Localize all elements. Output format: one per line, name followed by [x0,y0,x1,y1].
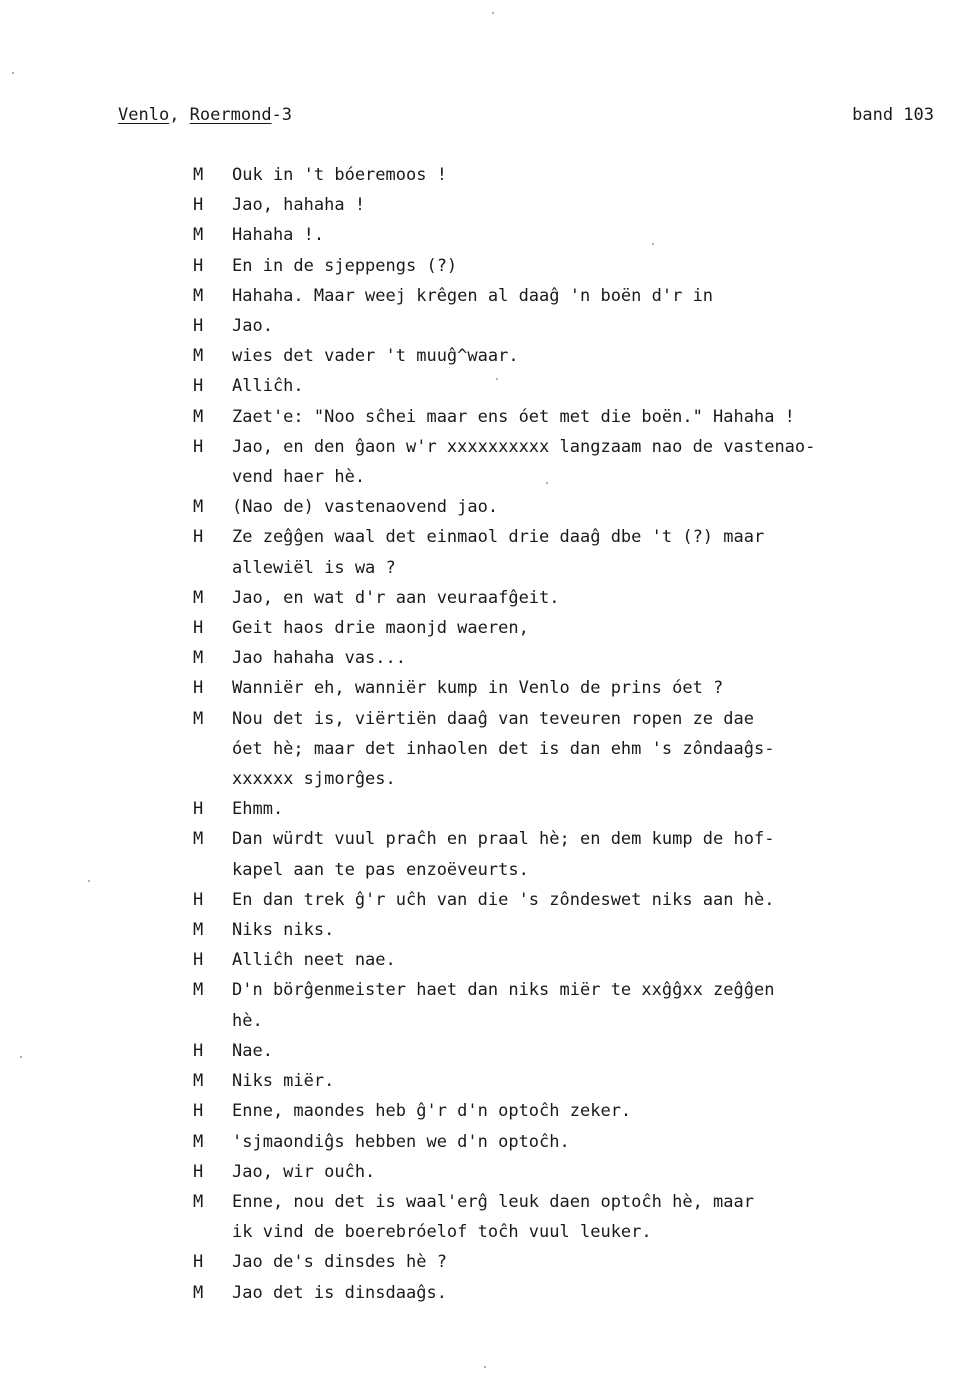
utterance [232,1187,933,1247]
speaker-label: H [193,436,204,457]
utterance [232,220,933,250]
speaker-label: H [193,376,204,397]
utterance-line: ik vind de boerebróelof toĉh vuul leuker. [232,1222,652,1243]
utterance-line: Alliĉh. [232,376,304,397]
utterance-line: óet hè; maar det inhaolen det is dan ehm 's zôndaaĝs- [232,738,775,759]
utterance [232,1157,933,1187]
location-venlo: Venlo [118,105,170,125]
utterance-line: Wanniër eh, wanniër kump in Venlo de prins óet ? [232,678,724,699]
dialogue-turn [193,311,933,341]
page-header [118,100,934,130]
dialogue-turn [193,1127,933,1157]
dialogue-turn [193,432,933,492]
utterance [232,432,933,492]
speaker-label: M [193,1282,204,1303]
utterance-line: Jao, en den ĝaon w'r xxxxxxxxxx langzaam nao de vastenao- [232,436,816,457]
speaker-label: H [193,1101,204,1122]
speaker-label: M [193,587,204,608]
speaker-label: H [193,1040,204,1061]
utterance [232,583,933,613]
utterance [232,824,933,884]
speaker-label: H [193,527,204,548]
utterance-line: Zaet'e: "Noo sĉhei maar ens óet met die boën." Hahaha ! [232,406,795,427]
dialogue-turn [193,1278,933,1308]
utterance-line: Niks niks. [232,920,335,941]
utterance-line: Jao, wir ouĉh. [232,1161,376,1182]
utterance-line: Jao, hahaha ! [232,195,366,216]
utterance [232,341,933,371]
utterance [232,402,933,432]
utterance [232,975,933,1035]
tape-number: band 103 [852,105,934,125]
utterance-line: Jao. [232,316,273,337]
utterance [232,643,933,673]
utterance [232,1278,933,1308]
dialogue-turn [193,220,933,250]
speaker-label: H [193,799,204,820]
utterance [232,613,933,643]
speaker-label: M [193,225,204,246]
dialogue-turn [193,613,933,643]
utterance-line: (Nao de) vastenaovend jao. [232,497,499,518]
dialogue-turn [193,915,933,945]
dialogue-turn [193,824,933,884]
speaker-label: H [193,889,204,910]
dialogue-turn [193,975,933,1035]
speaker-label: H [193,618,204,639]
speaker-label: M [193,1071,204,1092]
speaker-label: M [193,1131,204,1152]
scan-speck [492,12,494,14]
utterance-line: kapel aan te pas enzoëveurts. [232,859,529,880]
utterance [232,311,933,341]
dialogue-turn [193,1096,933,1126]
utterance-line: Nou det is, viërtiën daaĝ van teveuren ropen ze dae [232,708,754,729]
utterance [232,673,933,703]
utterance [232,945,933,975]
location-separator: , [169,105,190,125]
utterance-line: D'n börĝenmeister haet dan niks miër te xxĝĝxx zeĝĝen [232,980,775,1001]
dialogue-turn [193,281,933,311]
speaker-label: M [193,406,204,427]
speaker-label: H [193,316,204,337]
utterance-line: Hahaha. Maar weej krêgen al daaĝ 'n boën d'r in [232,285,714,306]
location-roermond: Roermond [189,105,272,125]
utterance [232,1127,933,1157]
speaker-label: M [193,648,204,669]
dialogue-turn [193,1036,933,1066]
dialogue-turn [193,643,933,673]
utterance-line: Geit haos drie maonjd waeren, [232,618,529,639]
utterance-line: Jao, en wat d'r aan veuraafĝeit. [232,587,560,608]
dialogue-turn [193,945,933,975]
utterance [232,251,933,281]
scan-speck [12,72,14,74]
utterance-line: Ze zeĝĝen waal det einmaol drie daaĝ dbe 't (?) maar [232,527,765,548]
utterance-line: wies det vader 't muuĝ^waar. [232,346,519,367]
dialogue-turn [193,522,933,582]
scan-speck [20,1056,22,1058]
recording-location [118,100,292,130]
utterance [232,522,933,582]
speaker-label: M [193,285,204,306]
utterance-line: Hahaha !. [232,225,325,246]
dialogue-turn [193,492,933,522]
utterance [232,1066,933,1096]
utterance-line: Ouk in 't bóeremoos ! [232,165,447,185]
dialogue-turn [193,1247,933,1277]
scan-speck [484,1366,486,1368]
speaker-label: M [193,708,204,729]
utterance-line: En dan trek ĝ'r uĉh van die 's zôndeswet niks aan hè. [232,889,775,910]
speaker-label: M [193,920,204,941]
utterance-line: Alliĉh neet nae. [232,950,396,971]
utterance [232,371,933,401]
utterance [232,160,933,190]
speaker-label: H [193,678,204,699]
dialogue-turn [193,885,933,915]
dialogue-turn [193,341,933,371]
dialogue-turn [193,190,933,220]
utterance [232,794,933,824]
speaker-label: H [193,255,204,276]
dialogue-turn [193,704,933,795]
utterance-line: Jao det is dinsdaaĝs. [232,1282,447,1303]
speaker-label: M [193,829,204,850]
speaker-label: M [193,980,204,1001]
speaker-label: H [193,1161,204,1182]
dialogue-turn [193,1187,933,1247]
utterance-line: allewiël is wa ? [232,557,396,578]
speaker-label: M [193,346,204,367]
utterance-line: Jao hahaha vas... [232,648,406,669]
dialogue-turn [193,1066,933,1096]
utterance-line: Niks miër. [232,1071,335,1092]
utterance [232,915,933,945]
utterance-line: Ehmm. [232,799,284,820]
speaker-label: H [193,1252,204,1273]
speaker-label: M [193,1191,204,1212]
utterance [232,492,933,522]
speaker-label: M [193,165,204,185]
utterance [232,190,933,220]
location-number: -3 [271,105,293,125]
speaker-label: M [193,497,204,518]
utterance-line: vend haer hè. [232,467,366,488]
utterance-line: Jao de's dinsdes hè ? [232,1252,447,1273]
utterance [232,885,933,915]
utterance [232,1036,933,1066]
utterance-line: Dan würdt vuul praĉh en praal hè; en dem kump de hof- [232,829,775,850]
dialogue-turn [193,794,933,824]
utterance-line: xxxxxx sjmorĝes. [232,769,396,790]
dialogue-turn [193,402,933,432]
dialogue-turn [193,371,933,401]
utterance-line: En in de sjeppengs (?) [232,255,458,276]
speaker-label: H [193,950,204,971]
utterance-line: Nae. [232,1040,273,1061]
utterance [232,704,933,795]
dialogue-turn [193,251,933,281]
utterance-line: hè. [232,1010,263,1031]
dialogue-turn [193,1157,933,1187]
utterance-line: 'sjmaondiĝs hebben we d'n optoĉh. [232,1131,570,1152]
dialogue-turn [193,583,933,613]
dialogue-transcript [193,160,933,1308]
scan-speck [88,880,90,882]
dialogue-turn [193,160,933,190]
speaker-label: H [193,195,204,216]
utterance [232,1096,933,1126]
dialogue-turn [193,673,933,703]
utterance-line: Enne, maondes heb ĝ'r d'n optoĉh zeker. [232,1101,632,1122]
utterance-line: Enne, nou det is waal'erĝ leuk daen optoĉh hè, maar [232,1191,754,1212]
utterance [232,281,933,311]
utterance [232,1247,933,1277]
